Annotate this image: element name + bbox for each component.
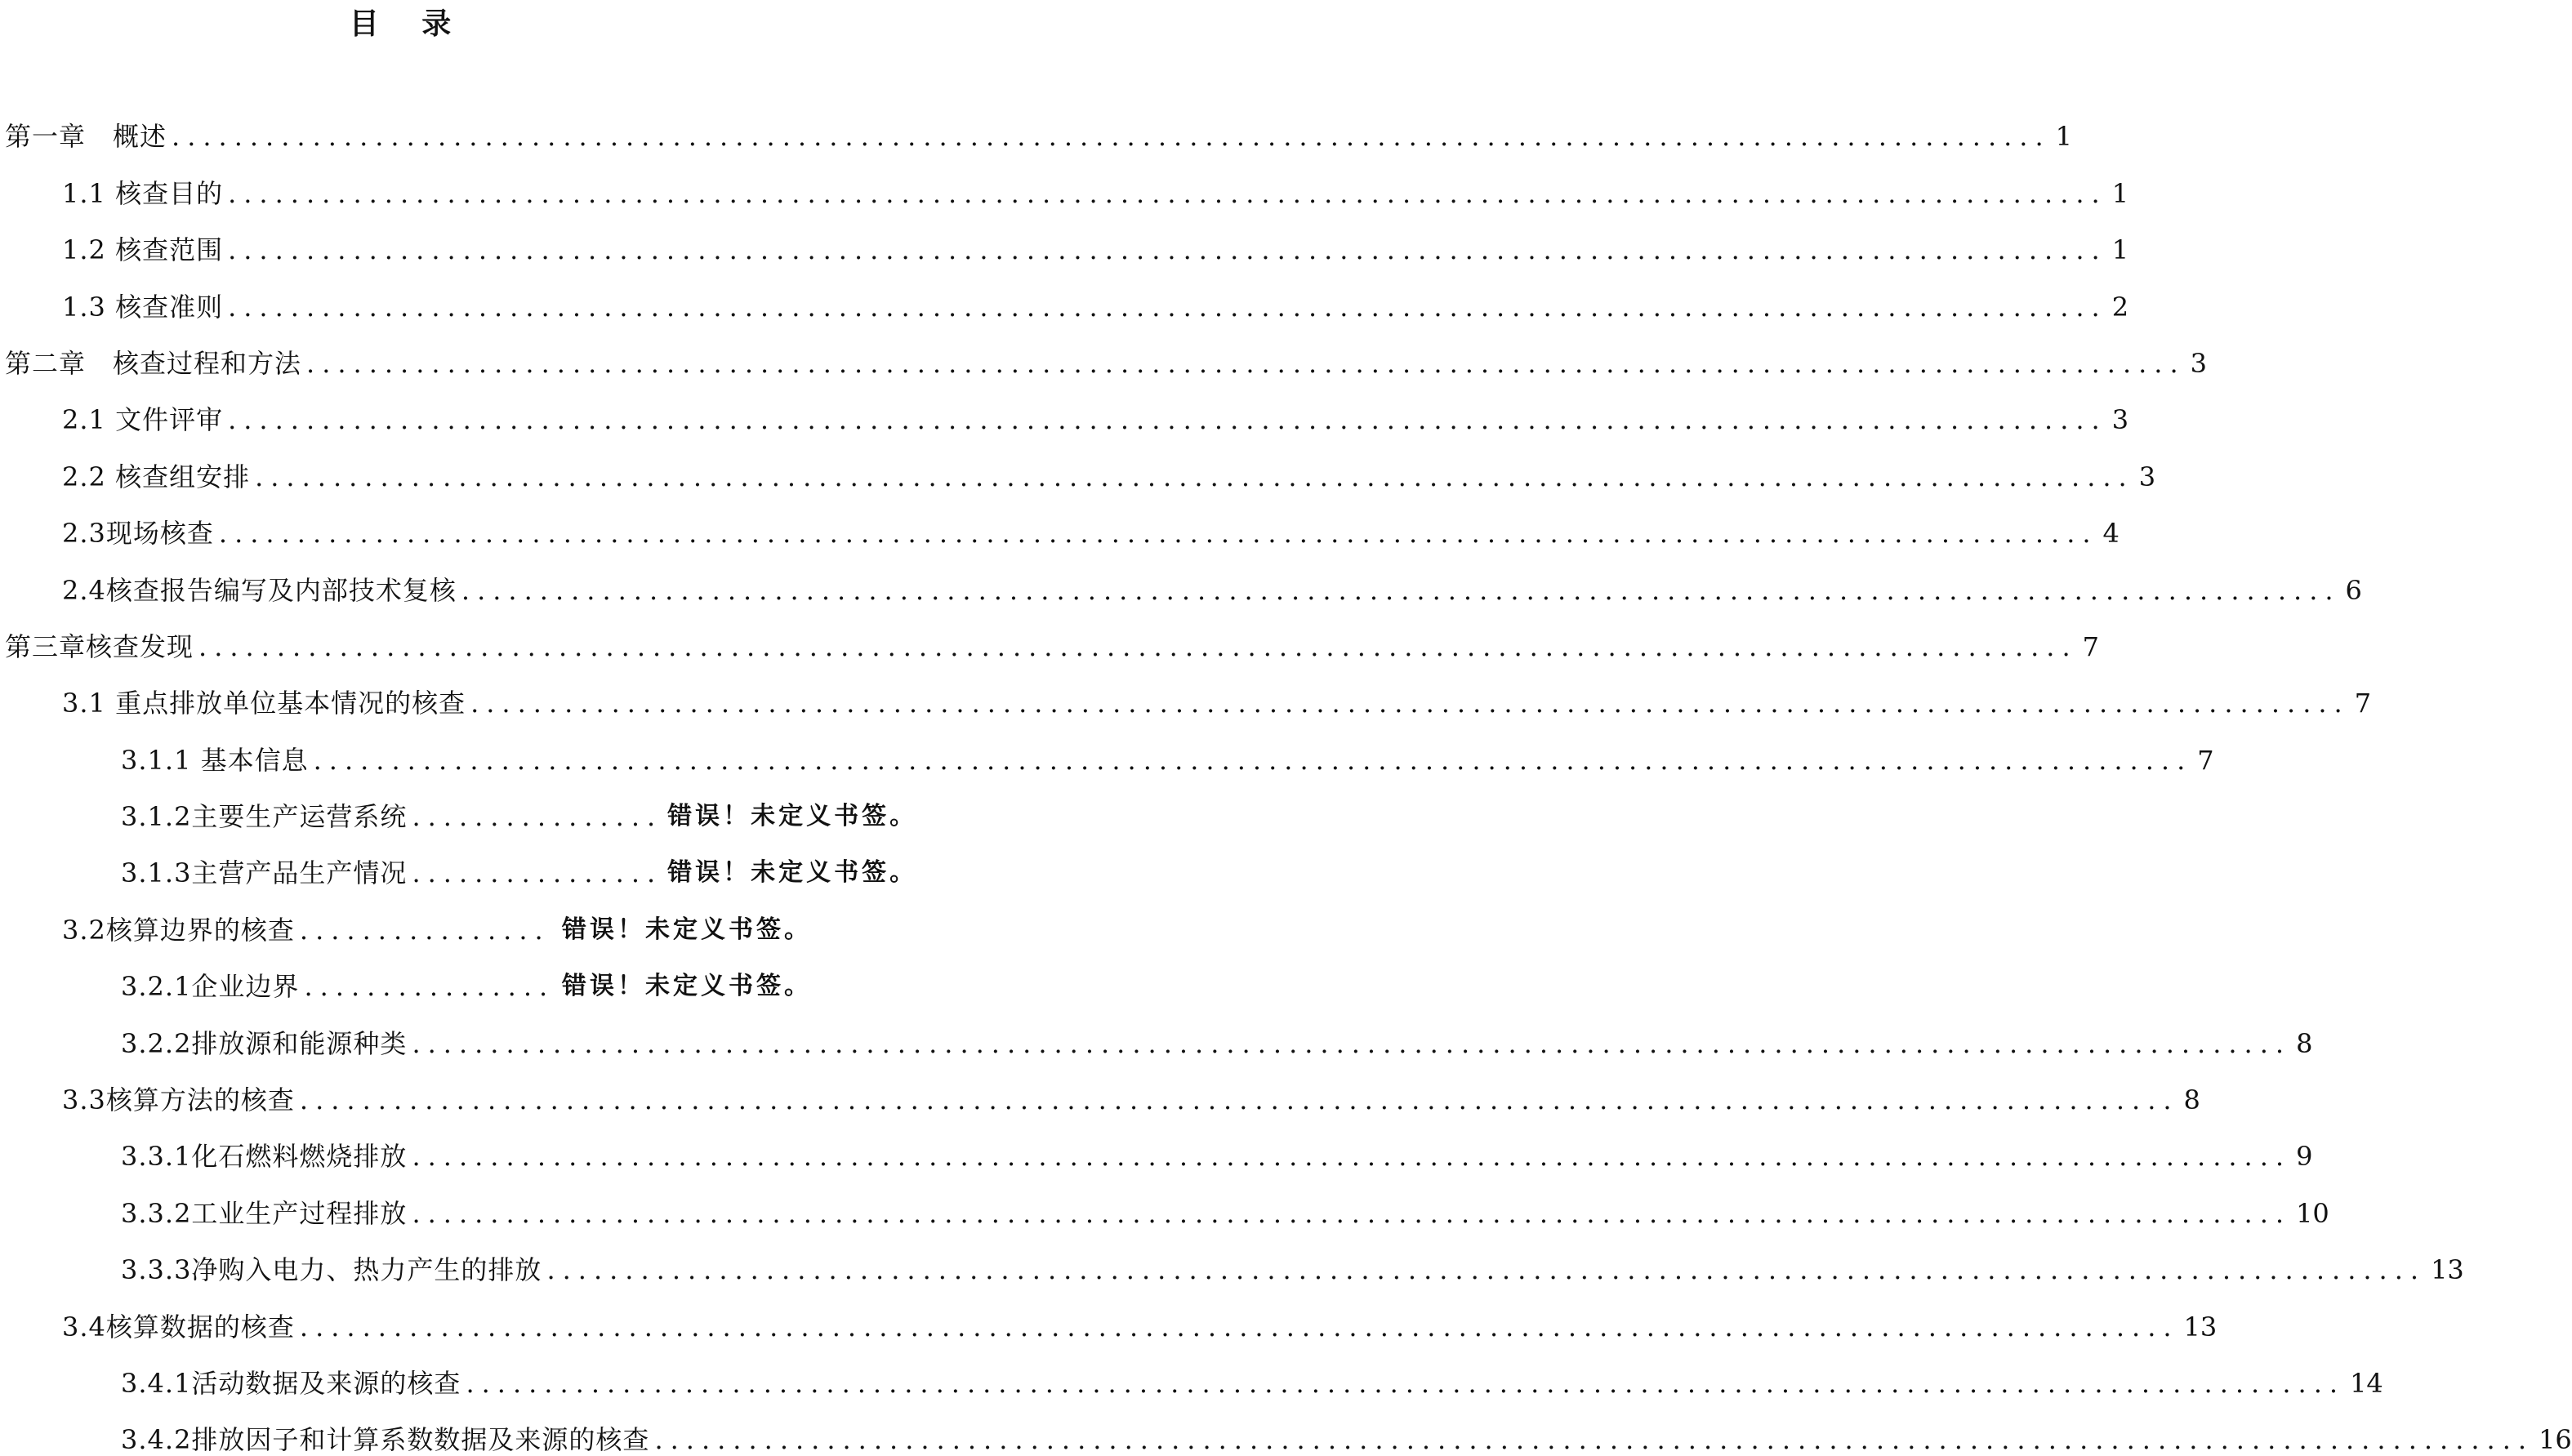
- dot-leader: ........................................................................................................................: [412, 1197, 2292, 1229]
- toc-entry-title: 2.1 文件评审: [62, 404, 224, 436]
- dot-leader: ........................................................................................................................: [412, 1027, 2292, 1059]
- toc-entry[interactable]: [0, 1060, 2200, 1116]
- toc-entry[interactable]: [0, 889, 812, 946]
- toc-entry[interactable]: [0, 96, 2072, 153]
- dot-leader: ........................................................................................................................: [228, 291, 2107, 323]
- toc-entry[interactable]: [0, 380, 2129, 436]
- toc-entry[interactable]: [0, 1400, 2572, 1456]
- toc-entry-title: 3.3核算方法的核查: [62, 1084, 295, 1116]
- toc-entry-title: 3.4.2排放因子和计算系数数据及来源的核查: [121, 1424, 650, 1456]
- toc-entry[interactable]: [0, 550, 2362, 606]
- toc-entry-page-number: 8: [2183, 1084, 2200, 1116]
- toc-entry-page-number: 8: [2296, 1027, 2313, 1059]
- toc-entry-page-number: 6: [2345, 574, 2362, 606]
- toc-entry-title: 1.3 核查准则: [62, 291, 224, 323]
- dot-leader: ........................................................................................................................: [172, 121, 2051, 153]
- dot-leader: ................: [412, 857, 663, 889]
- toc-entry-title: 3.2.1企业边界: [121, 971, 300, 1003]
- toc-entry[interactable]: [0, 1343, 2383, 1400]
- toc-entry-page-number: 7: [2082, 630, 2099, 662]
- toc-entry[interactable]: [0, 663, 2372, 719]
- toc-entry-title: 3.2.2排放源和能源种类: [121, 1027, 408, 1059]
- toc-entry-error-text: 错误！未定义书签。: [562, 972, 812, 1001]
- toc-entry-title: 3.3.1化石燃料燃烧排放: [121, 1141, 408, 1173]
- toc-entry[interactable]: [0, 210, 2129, 266]
- dot-leader: ........................................................................................................................: [255, 461, 2134, 492]
- dot-leader: ........................................................................................................................: [654, 1424, 2534, 1456]
- toc-entry-error-text: 错误！未定义书签。: [667, 802, 918, 831]
- dot-leader: ................: [304, 971, 555, 1003]
- toc-entry-title: 3.1 重点排放单位基本情况的核查: [62, 688, 466, 719]
- toc-entry-page-number: 1: [2111, 234, 2129, 266]
- toc-entry[interactable]: [0, 493, 2120, 550]
- toc-entry-page-number: 3: [2190, 347, 2207, 379]
- toc-entry-page-number: 3: [2111, 404, 2129, 436]
- toc-entry[interactable]: [0, 1230, 2464, 1286]
- toc-entry-title: 3.4核算数据的核查: [62, 1311, 295, 1342]
- toc-entry-page-number: 1: [2055, 121, 2072, 153]
- toc-entry-page-number: 16: [2539, 1424, 2572, 1456]
- dot-leader: ........................................................................................................................: [198, 630, 2078, 662]
- toc-entry[interactable]: [0, 719, 2214, 776]
- dot-leader: ........................................................................................................................: [306, 347, 2186, 379]
- toc-entry-title: 3.3.2工业生产过程排放: [121, 1197, 408, 1229]
- toc-entry[interactable]: [0, 153, 2129, 209]
- toc-entry-title: 1.2 核查范围: [62, 234, 224, 266]
- dot-leader: ........................................................................................................................: [313, 744, 2193, 776]
- toc-entry[interactable]: [0, 1003, 2313, 1059]
- toc-entry-title: 3.1.1 基本信息: [121, 744, 309, 776]
- toc-entry-error-text: 错误！未定义书签。: [667, 858, 918, 888]
- toc-entry-title: 第二章 核查过程和方法: [5, 347, 302, 379]
- toc-entry-title: 3.2核算边界的核查: [62, 914, 295, 946]
- dot-leader: ........................................................................................................................: [466, 1367, 2346, 1399]
- toc-entry-title: 第三章核查发现: [5, 630, 194, 662]
- toc-entry-page-number: 1: [2111, 177, 2129, 209]
- toc-entry-title: 2.2 核查组安排: [62, 461, 251, 492]
- toc-entry-title: 第一章 概述: [5, 121, 167, 153]
- toc-entry-page-number: 3: [2138, 461, 2156, 492]
- dot-leader: ................: [412, 801, 663, 833]
- toc-entry-title: 2.4核查报告编写及内部技术复核: [62, 574, 457, 606]
- toc-entry-title: 3.3.3净购入电力、热力产生的排放: [121, 1254, 542, 1286]
- toc-entry[interactable]: [0, 777, 918, 833]
- toc-entry[interactable]: [0, 607, 2099, 663]
- toc-entry-title: 1.1 核查目的: [62, 177, 224, 209]
- toc-entry-title: 3.4.1活动数据及来源的核查: [121, 1367, 461, 1399]
- toc-entry[interactable]: [0, 266, 2129, 323]
- toc-entry[interactable]: [0, 1116, 2313, 1173]
- dot-leader: ........................................................................................................................: [470, 688, 2350, 719]
- toc-entry[interactable]: [0, 323, 2207, 380]
- toc-entry-page-number: 13: [2183, 1311, 2218, 1342]
- toc-entry-page-number: 13: [2431, 1254, 2464, 1286]
- dot-leader: ........................................................................................................................: [299, 1084, 2179, 1116]
- dot-leader: ........................................................................................................................: [228, 234, 2107, 266]
- toc-entry-page-number: 4: [2102, 518, 2120, 550]
- toc-entry-page-number: 7: [2197, 744, 2214, 776]
- toc-entry[interactable]: [0, 1173, 2329, 1229]
- dot-leader: ........................................................................................................................: [218, 518, 2098, 550]
- toc-entry-page-number: 7: [2354, 688, 2372, 719]
- toc-entry-page-number: 9: [2296, 1141, 2313, 1173]
- toc-entry-title: 2.3现场核查: [62, 518, 214, 550]
- toc-entry[interactable]: [0, 436, 2156, 492]
- dot-leader: ........................................................................................................................: [461, 574, 2341, 606]
- toc-entry-title: 3.1.3主营产品生产情况: [121, 857, 408, 889]
- toc-entry[interactable]: [0, 833, 918, 889]
- toc-entry-page-number: 14: [2350, 1367, 2383, 1399]
- toc-entry[interactable]: [0, 946, 812, 1003]
- toc-title: 目 录: [349, 7, 468, 41]
- toc-entry[interactable]: [0, 1286, 2218, 1342]
- dot-leader: ........................................................................................................................: [299, 1311, 2179, 1342]
- toc-entry-title: 3.1.2主要生产运营系统: [121, 801, 408, 833]
- dot-leader: ........................................................................................................................: [228, 177, 2107, 209]
- toc-entry-page-number: 2: [2111, 291, 2129, 323]
- dot-leader: ........................................................................................................................: [228, 404, 2107, 436]
- toc-entry-page-number: 10: [2296, 1197, 2329, 1229]
- toc-entry-error-text: 错误！未定义书签。: [562, 915, 812, 944]
- dot-leader: ................: [299, 914, 551, 946]
- dot-leader: ........................................................................................................................: [546, 1254, 2427, 1286]
- toc-list: [0, 96, 2572, 1456]
- dot-leader: ........................................................................................................................: [412, 1141, 2292, 1173]
